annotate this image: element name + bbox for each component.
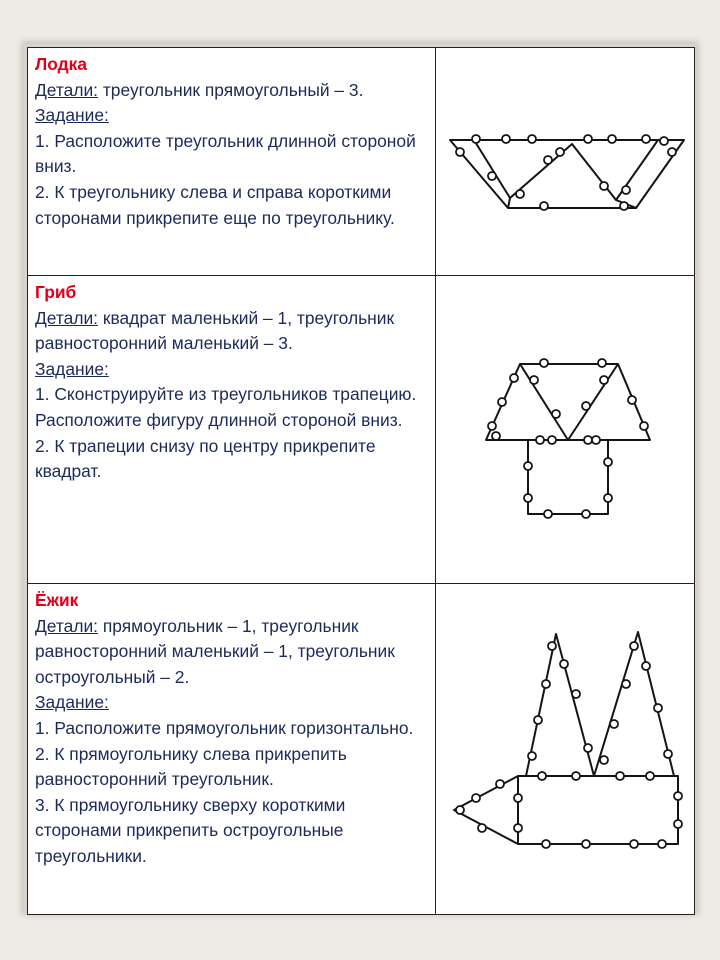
card-title: Гриб [35, 282, 77, 302]
task-label: Задание: [35, 105, 109, 126]
hedgehog-body [454, 776, 678, 844]
task-cards-table [27, 47, 695, 915]
boat-figure [436, 48, 694, 275]
hedgehog-figure [436, 584, 694, 914]
mushroom-stem [528, 440, 608, 514]
hedgehog-spikes [526, 632, 674, 776]
card-figure [436, 48, 695, 276]
details-label: Детали: [35, 615, 99, 636]
details-line [35, 78, 427, 104]
details-text: прямоугольник – 1, треугольник равносторонний маленький – 1, треугольник остроугольный – 2. [35, 615, 395, 687]
card-figure [436, 584, 695, 915]
card-row-boat [28, 48, 695, 276]
card-title: Ёжик [35, 590, 79, 610]
details-line [35, 614, 427, 691]
task-step: 2. К трапеции снизу по центру прикрепите квадрат. [35, 435, 376, 482]
task-step: 1. Расположите треугольник длинной стороной вниз. [35, 130, 416, 177]
task-step: 1. Сконструируйте из треугольников трапецию. Расположите фигуру длинной стороной вниз. [35, 384, 417, 430]
task-step: 2. К прямоугольнику слева прикрепить равносторонний треугольник. [35, 743, 347, 790]
details-text: треугольник прямоугольный – 3. [98, 79, 364, 100]
card-text [28, 48, 436, 276]
card-row-mushroom [28, 276, 695, 584]
task-label: Задание: [35, 358, 109, 379]
mushroom-figure [436, 276, 694, 583]
task-step: 1. Расположите прямоугольник горизонтально. [35, 717, 414, 738]
task-step: 2. К треугольнику слева и справа короткими сторонами прикрепите еще по треугольнику. [35, 181, 395, 228]
details-label: Детали: [35, 307, 99, 328]
card-text [28, 276, 436, 584]
card-row-hedgehog [28, 584, 695, 915]
details-label: Детали: [35, 79, 99, 100]
task-label: Задание: [35, 692, 109, 713]
card-figure [436, 276, 695, 584]
boat-shape [450, 140, 684, 208]
task-step: 3. К прямоугольнику сверху короткими сторонами прикрепить остроугольные треугольники. [35, 794, 346, 866]
card-text [28, 584, 436, 915]
card-title: Лодка [35, 54, 88, 74]
details-text: квадрат маленький – 1, треугольник равносторонний маленький – 3. [35, 307, 395, 354]
details-line [35, 306, 427, 357]
